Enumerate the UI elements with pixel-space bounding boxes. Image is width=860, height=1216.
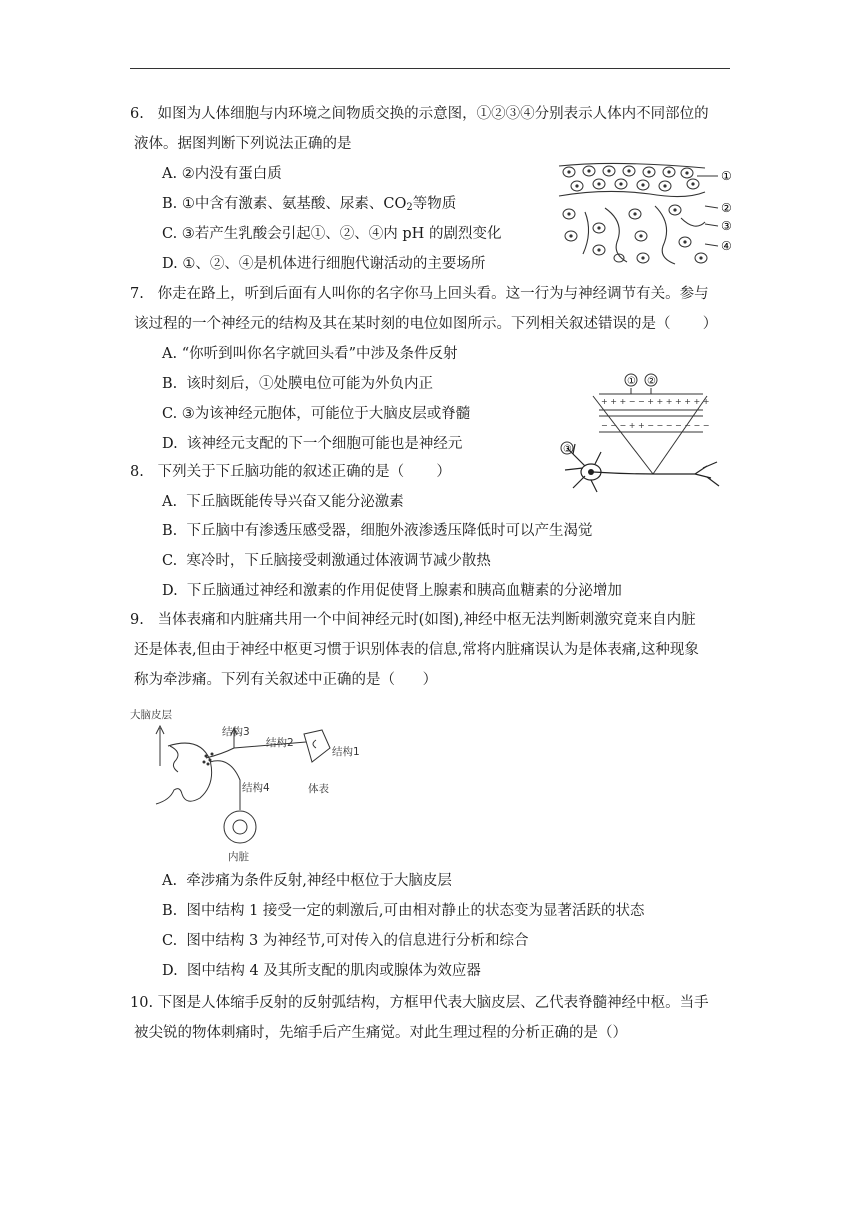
q6-fig-label-1: ① (721, 169, 732, 183)
q7-option-a: A. “你听到叫你名字就回头看”中涉及条件反射 (162, 346, 458, 362)
q7-option-c: C. ③为该神经元胞体，可能位于大脑皮层或脊髓 (162, 406, 471, 422)
q6-option-a: A. ②内没有蛋白质 (162, 166, 282, 182)
q10-stem-line1: 10. 下图是人体缩手反射的反射弧结构，方框甲代表大脑皮层、乙代表脊髓神经中枢。当手 (130, 995, 709, 1011)
q6-cell-figure (555, 162, 740, 268)
q6-stem-line2: 液体。据图判断下列说法正确的是 (134, 136, 352, 152)
q8-option-c: C. 寒冷时，下丘脑接受刺激通过体液调节减少散热 (162, 553, 491, 569)
q9-option-d: D. 图中结构 4 及其所支配的肌肉或腺体为效应器 (162, 963, 481, 979)
q6-stem-line1: 6. 如图为人体细胞与内环境之间物质交换的示意图，①②③④分别表示人体内不同部位的 (130, 106, 709, 122)
q6-fig-label-4: ④ (721, 239, 732, 253)
q9-fig-label-s2: 结构2 (266, 737, 294, 749)
q7-stem-line1: 7. 你走在路上，听到后面有人叫你的名字你马上回头看。这一行为与神经调节有关。参与 (130, 286, 709, 302)
q9-fig-label-viscera: 内脏 (228, 851, 249, 863)
q6-option-c: C. ③若产生乳酸会引起①、②、④内 pH 的剧烈变化 (162, 226, 502, 242)
q7-option-b: B. 该时刻后，①处膜电位可能为外负内正 (162, 376, 433, 392)
q9-stem-line3: 称为牵涉痛。下列有关叙述中正确的是（ ） (134, 672, 438, 688)
q9-fig-label-skin: 体表 (308, 783, 329, 795)
q9-option-b: B. 图中结构 1 接受一定的刺激后,可由相对静止的状态变为显著活跃的状态 (162, 903, 645, 919)
q9-option-c: C. 图中结构 3 为神经节,可对传入的信息进行分析和综合 (162, 933, 529, 949)
q9-stem-line1: 9. 当体表痛和内脏痛共用一个中间神经元时(如图),神经中枢无法判断刺激究竟来自内脏 (130, 612, 696, 628)
q6-option-b-tail: 等物质 (412, 196, 457, 212)
q9-fig-label-cortex: 大脑皮层 (130, 709, 172, 721)
q9-fig-label-s4: 结构4 (242, 782, 270, 794)
svg-text:− − − + + − − − − − − −: − − − + + − − − − − − − (601, 421, 710, 430)
q9-stem-line2: 还是体表,但由于神经中枢更习惯于识别体表的信息,常将内脏痛误认为是体表痛,这种现象 (134, 642, 699, 658)
q7-fig-label-1: ① (627, 376, 636, 387)
svg-text:+ + + − − + + + + + + +: + + + − − + + + + + + + (601, 397, 710, 406)
q7-fig-label-3: ③ (563, 444, 572, 455)
q9-referred-pain-figure (130, 700, 370, 865)
q7-fig-label-2: ② (647, 376, 656, 387)
q7-neuron-figure (555, 370, 730, 495)
q8-option-d: D. 下丘脑通过神经和激素的作用促使肾上腺素和胰高血糖素的分泌增加 (162, 583, 622, 599)
q10-stem-line2: 被尖锐的物体刺痛时，先缩手后产生痛觉。对此生理过程的分析正确的是（） (134, 1025, 627, 1041)
q7-option-d: D. 该神经元支配的下一个细胞可能也是神经元 (162, 436, 463, 452)
q9-option-a: A. 牵涉痛为条件反射,神经中枢位于大脑皮层 (162, 873, 452, 889)
q8-option-b: B. 下丘脑中有渗透压感受器，细胞外液渗透压降低时可以产生渴觉 (162, 523, 593, 539)
header-rule (130, 68, 730, 69)
q8-stem: 8. 下列关于下丘脑功能的叙述正确的是（ ） (130, 464, 451, 480)
q6-fig-label-2: ② (721, 201, 732, 215)
q6-option-b (162, 194, 456, 218)
q6-fig-label-3: ③ (721, 219, 732, 233)
q9-fig-label-s3: 结构3 (222, 726, 250, 738)
q7-stem-line2: 该过程的一个神经元的结构及其在某时刻的电位如图所示。下列相关叙述错误的是（ ） (134, 316, 718, 332)
q9-fig-label-s1: 结构1 (332, 746, 360, 758)
q8-option-a: A. 下丘脑既能传导兴奋又能分泌激素 (162, 494, 404, 510)
q6-option-b-text: B. ①中含有激素、氨基酸、尿素、CO (162, 196, 407, 212)
q6-option-b-subscript: 2 (406, 202, 413, 213)
q6-option-d: D. ①、②、④是机体进行细胞代谢活动的主要场所 (162, 256, 486, 272)
